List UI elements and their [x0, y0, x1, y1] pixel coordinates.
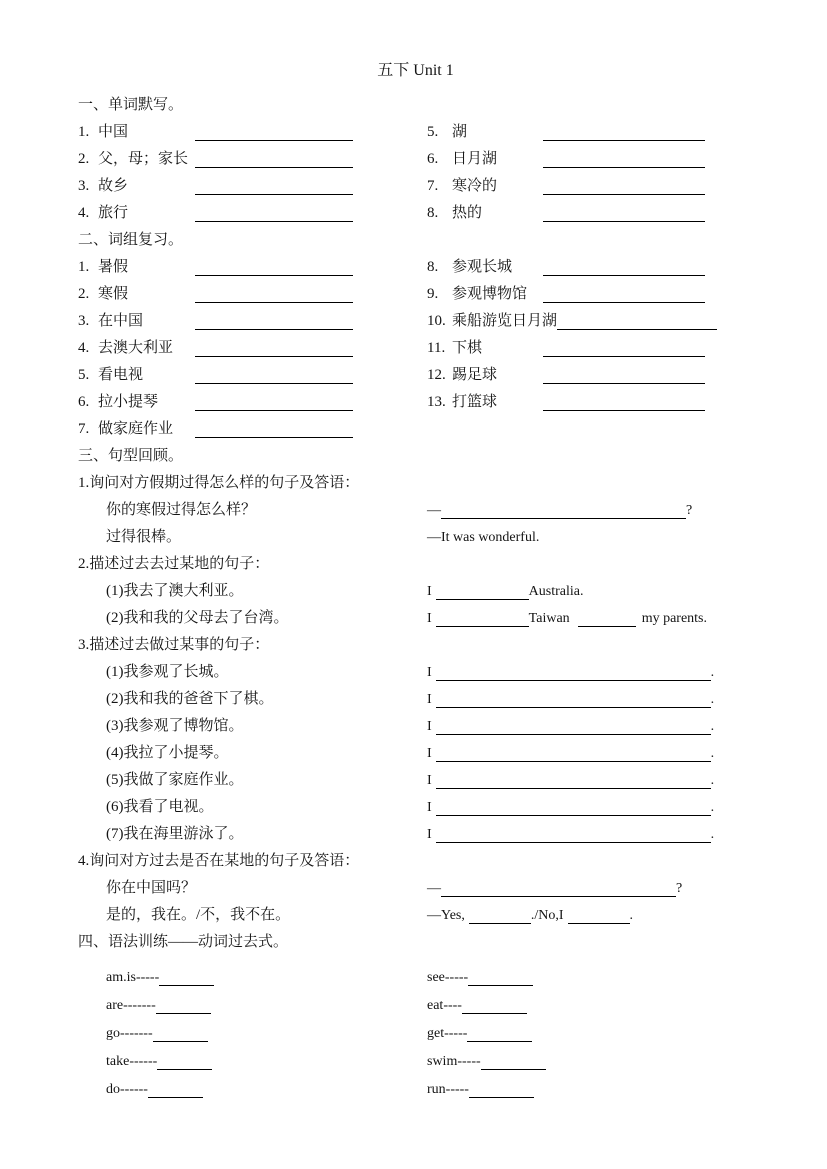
en-no: ./No,I	[530, 908, 564, 923]
blank-line	[195, 396, 353, 411]
blank-line	[481, 1055, 546, 1070]
item-label: 做家庭作业	[98, 421, 174, 437]
phrase-item	[78, 363, 427, 384]
blank-line	[543, 126, 705, 141]
pattern-row	[78, 523, 767, 550]
blank-line	[468, 971, 533, 986]
verb-row	[78, 991, 767, 1019]
phrase-row	[78, 388, 767, 415]
pattern-subtitle-row	[78, 631, 767, 658]
item-number: 3.	[78, 178, 90, 194]
item-number: 4.	[78, 340, 90, 356]
sentence-en-cell	[427, 800, 767, 816]
sentence-cn: (7)我在海里游泳了。	[106, 826, 244, 842]
en-period: .	[710, 719, 715, 734]
item-label: 日月湖	[452, 151, 498, 167]
blank-line	[195, 207, 353, 222]
sentence-cn-cell	[78, 525, 427, 546]
pattern-row	[78, 874, 767, 901]
sentence-cn: 过得很棒。	[106, 529, 182, 545]
blank-line	[578, 612, 636, 627]
blank-line	[543, 207, 705, 222]
blank-line	[436, 612, 529, 627]
verb-item	[427, 998, 767, 1014]
item-label: 下棋	[452, 340, 483, 356]
blank-line	[195, 126, 353, 141]
item-number: 5.	[427, 124, 439, 140]
sentence-cn-cell	[78, 660, 427, 681]
sentence-en-cell	[427, 746, 767, 762]
pattern-row	[78, 496, 767, 523]
sentence-cn-cell	[78, 795, 427, 816]
blank-line	[543, 261, 705, 276]
word-item	[78, 174, 427, 195]
item-label: 热的	[452, 205, 483, 221]
verb-label: eat----	[427, 998, 462, 1013]
item-number: 13.	[427, 394, 446, 410]
item-label: 拉小提琴	[98, 394, 159, 410]
sentence-en-cell	[427, 665, 767, 681]
en-prefix: I	[427, 665, 432, 680]
phrase-item	[78, 336, 427, 357]
pattern-row	[78, 712, 767, 739]
sentence-cn: 是的，我在。/不，我不在。	[106, 907, 291, 923]
sentence-cn: (1)我参观了长城。	[106, 664, 229, 680]
pattern-row	[78, 766, 767, 793]
blank-line	[436, 828, 711, 843]
item-number: 9.	[427, 286, 439, 302]
pattern-row	[78, 820, 767, 847]
verb-label: go-------	[106, 1026, 153, 1041]
pattern-row	[78, 685, 767, 712]
sentence-cn-cell	[78, 768, 427, 789]
phrase-row	[78, 415, 767, 442]
pattern-subtitle-row	[78, 550, 767, 577]
phrase-item	[427, 336, 767, 357]
verb-label: take------	[106, 1054, 158, 1069]
item-number: 8.	[427, 259, 439, 275]
en-prefix: I	[427, 692, 432, 707]
sentence-cn-cell	[78, 714, 427, 735]
sentence-cn: (6)我看了电视。	[106, 799, 214, 815]
en-period: .	[710, 746, 715, 761]
verb-label: see-----	[427, 970, 469, 985]
blank-line	[148, 1083, 203, 1098]
phrase-item	[78, 390, 427, 411]
sentence-cn-cell	[78, 579, 427, 600]
word-row	[78, 118, 767, 145]
sentence-en-cell	[427, 530, 767, 546]
sentence-cn: (2)我和我的父母去了台湾。	[106, 610, 289, 626]
blank-line	[195, 315, 353, 330]
verb-label: run-----	[427, 1082, 469, 1097]
item-number: 4.	[78, 205, 90, 221]
verb-item	[427, 1054, 767, 1070]
blank-line	[467, 1027, 532, 1042]
blank-line	[543, 288, 705, 303]
en-period: .	[710, 692, 715, 707]
verb-item	[78, 1082, 427, 1098]
sentence-en-cell	[427, 719, 767, 735]
en-period: .	[629, 908, 634, 923]
section-heading-phrases: 二、词组复习。	[78, 232, 184, 248]
blank-line	[543, 396, 705, 411]
pattern-row	[78, 793, 767, 820]
section-heading-patterns: 三、句型回顾。	[78, 448, 184, 464]
phrase-item	[78, 417, 427, 438]
phrase-item	[427, 363, 767, 384]
word-item	[427, 120, 767, 141]
phrase-item	[78, 309, 427, 330]
section-heading-grammar: 四、语法训练——动词过去式。	[78, 934, 289, 950]
item-label: 去澳大利亚	[98, 340, 174, 356]
en-prefix: I	[427, 611, 432, 626]
blank-line	[153, 1027, 208, 1042]
item-number: 6.	[78, 394, 90, 410]
verb-row	[78, 1047, 767, 1075]
sentence-cn-cell	[78, 687, 427, 708]
blank-line	[469, 909, 531, 924]
item-label: 湖	[452, 124, 468, 140]
blank-line	[543, 342, 705, 357]
en-middle: Taiwan	[528, 611, 570, 626]
sentence-cn: 你的寒假过得怎么样？	[106, 502, 257, 518]
phrase-item	[427, 255, 767, 276]
en-dash: —	[427, 503, 441, 518]
pattern-subtitle: 1.询问对方假期过得怎么样的句子及答语：	[78, 475, 360, 491]
en-period: .	[710, 827, 715, 842]
verb-row	[78, 963, 767, 991]
item-number: 1.	[78, 124, 90, 140]
blank-line	[441, 504, 686, 519]
en-prefix: I	[427, 773, 432, 788]
blank-line	[195, 180, 353, 195]
blank-line	[543, 180, 705, 195]
sentence-en-cell	[427, 692, 767, 708]
item-label: 寒假	[98, 286, 129, 302]
item-number: 5.	[78, 367, 90, 383]
word-row	[78, 172, 767, 199]
item-number: 10.	[427, 313, 446, 329]
sentence-en-cell	[427, 773, 767, 789]
sentence-en-cell	[427, 611, 767, 627]
item-number: 6.	[427, 151, 439, 167]
verb-label: do------	[106, 1082, 148, 1097]
sentence-en-cell	[427, 908, 767, 924]
item-number: 2.	[78, 151, 90, 167]
blank-line	[436, 666, 711, 681]
en-period: .	[710, 665, 715, 680]
word-item	[78, 201, 427, 222]
sentence-cn: (1)我去了澳大利亚。	[106, 583, 244, 599]
word-row	[78, 145, 767, 172]
phrase-row	[78, 307, 767, 334]
verb-item	[427, 1082, 767, 1098]
phrase-item	[78, 255, 427, 276]
pattern-subtitle: 2.描述过去去过某地的句子：	[78, 556, 270, 572]
en-period: .	[710, 800, 715, 815]
sentence-cn-cell	[78, 741, 427, 762]
item-label: 寒冷的	[452, 178, 498, 194]
phrase-item	[427, 309, 767, 330]
verb-item	[78, 1026, 427, 1042]
verb-item	[427, 970, 767, 986]
en-question-mark: ?	[686, 503, 693, 518]
doc-title: 五下 Unit 1	[377, 62, 454, 79]
blank-line	[462, 999, 527, 1014]
word-item	[427, 147, 767, 168]
blank-line	[156, 999, 211, 1014]
item-label: 参观长城	[452, 259, 513, 275]
en-prefix: I	[427, 800, 432, 815]
pattern-row	[78, 658, 767, 685]
item-number: 7.	[78, 421, 90, 437]
item-label: 中国	[98, 124, 129, 140]
pattern-subtitle: 4.询问对方过去是否在某地的句子及答语：	[78, 853, 360, 869]
blank-line	[159, 971, 214, 986]
item-number: 3.	[78, 313, 90, 329]
blank-line	[157, 1055, 212, 1070]
item-label: 参观博物馆	[452, 286, 528, 302]
sentence-en-cell	[427, 584, 767, 600]
phrase-item	[427, 390, 767, 411]
item-label: 在中国	[98, 313, 144, 329]
blank-line	[195, 153, 353, 168]
phrase-item	[427, 282, 767, 303]
verb-label: swim-----	[427, 1054, 481, 1069]
pattern-subtitle: 3.描述过去做过某事的句子：	[78, 637, 270, 653]
en-suffix: my parents.	[641, 611, 708, 626]
en-prefix: I	[427, 584, 432, 599]
item-number: 8.	[427, 205, 439, 221]
sentence-en: —It was wonderful.	[427, 530, 540, 545]
item-label: 看电视	[98, 367, 144, 383]
sentence-cn-cell	[78, 498, 427, 519]
item-number: 7.	[427, 178, 439, 194]
en-period: .	[710, 773, 715, 788]
verb-item	[78, 970, 427, 986]
en-suffix: Australia.	[528, 584, 584, 599]
item-label: 父，母；家长	[98, 151, 189, 167]
verb-row	[78, 1075, 767, 1103]
phrase-row	[78, 280, 767, 307]
sentence-en-cell	[427, 503, 767, 519]
blank-line	[436, 801, 711, 816]
word-item	[427, 174, 767, 195]
pattern-row	[78, 577, 767, 604]
verb-row	[78, 1019, 767, 1047]
blank-line	[436, 693, 711, 708]
item-number: 11.	[427, 340, 446, 356]
item-label: 故乡	[98, 178, 129, 194]
item-label: 暑假	[98, 259, 129, 275]
item-label: 打篮球	[452, 394, 498, 410]
phrase-row	[78, 361, 767, 388]
blank-line	[436, 774, 711, 789]
blank-line	[195, 261, 353, 276]
blank-line	[543, 153, 705, 168]
section-heading-words: 一、单词默写。	[78, 97, 184, 113]
phrase-row	[78, 334, 767, 361]
item-number: 1.	[78, 259, 90, 275]
sentence-cn-cell	[78, 606, 427, 627]
word-item	[78, 120, 427, 141]
sentence-en-cell	[427, 881, 767, 897]
sentence-cn: (2)我和我的爸爸下了棋。	[106, 691, 274, 707]
word-item	[78, 147, 427, 168]
blank-line	[469, 1083, 534, 1098]
pattern-subtitle-row	[78, 469, 767, 496]
verb-label: am.is-----	[106, 970, 160, 985]
word-item	[427, 201, 767, 222]
sentence-cn: 你在中国吗？	[106, 880, 197, 896]
verb-item	[78, 998, 427, 1014]
item-number: 12.	[427, 367, 446, 383]
item-number: 2.	[78, 286, 90, 302]
verb-item	[78, 1054, 427, 1070]
phrase-item	[78, 282, 427, 303]
verb-label: get-----	[427, 1026, 468, 1041]
blank-line	[436, 747, 711, 762]
blank-line	[436, 720, 711, 735]
sentence-cn-cell	[78, 822, 427, 843]
en-prefix: I	[427, 719, 432, 734]
blank-line	[195, 342, 353, 357]
blank-line	[195, 288, 353, 303]
sentence-cn: (3)我参观了博物馆。	[106, 718, 244, 734]
phrase-row	[78, 253, 767, 280]
blank-line	[195, 369, 353, 384]
en-prefix: I	[427, 746, 432, 761]
sentence-en-cell	[427, 827, 767, 843]
en-prefix: I	[427, 827, 432, 842]
item-label: 旅行	[98, 205, 129, 221]
pattern-subtitle-row	[78, 847, 767, 874]
blank-line	[441, 882, 676, 897]
en-question-mark: ?	[676, 881, 683, 896]
sentence-cn-cell	[78, 903, 427, 924]
verb-label: are-------	[106, 998, 156, 1013]
blank-line	[557, 315, 717, 330]
sentence-cn: (5)我做了家庭作业。	[106, 772, 244, 788]
word-row	[78, 199, 767, 226]
en-yes: —Yes,	[427, 908, 465, 923]
sentence-cn-cell	[78, 876, 427, 897]
blank-line	[195, 423, 353, 438]
pattern-row	[78, 604, 767, 631]
item-label: 乘船游览日月湖	[452, 313, 558, 329]
pattern-row	[78, 739, 767, 766]
en-dash: —	[427, 881, 441, 896]
item-label: 踢足球	[452, 367, 498, 383]
verb-item	[427, 1026, 767, 1042]
blank-line	[436, 585, 529, 600]
sentence-cn: (4)我拉了小提琴。	[106, 745, 229, 761]
blank-line	[568, 909, 630, 924]
pattern-row	[78, 901, 767, 928]
blank-line	[543, 369, 705, 384]
